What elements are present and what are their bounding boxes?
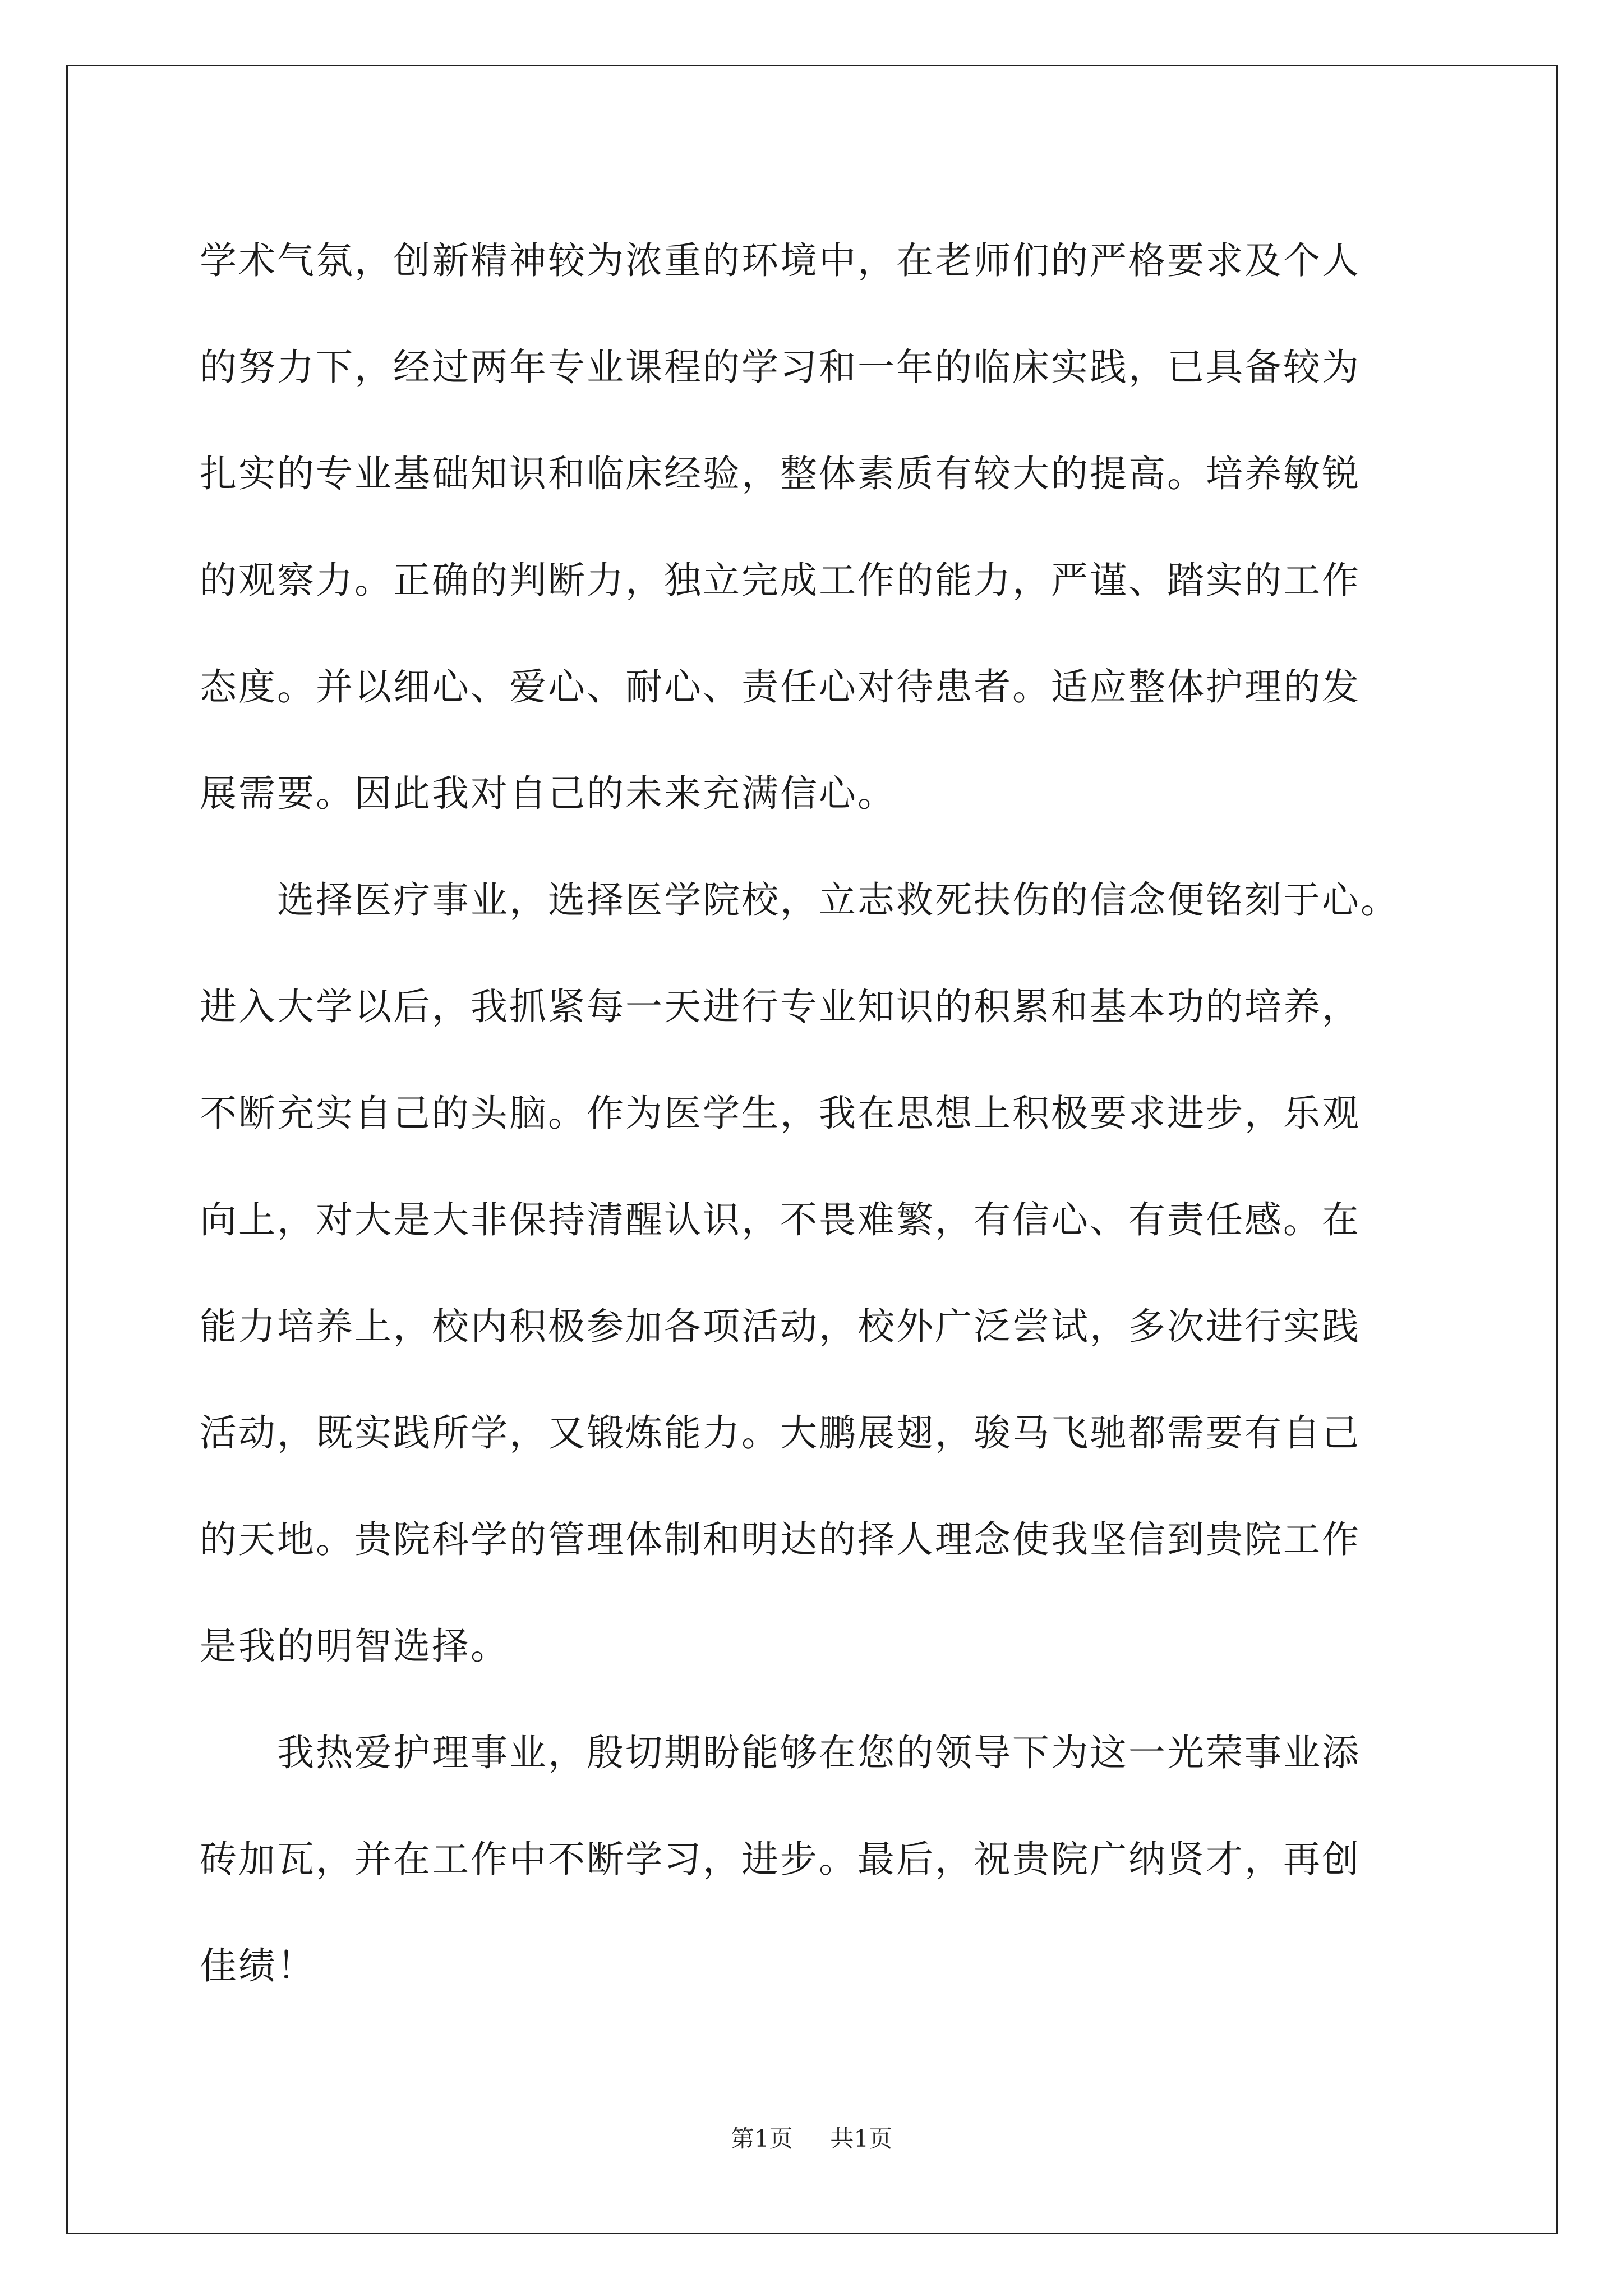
page-number-total: 共1页 (830, 2125, 893, 2152)
text-line: 能力培养上，校内积极参加各项活动，校外广泛尝试，多次进行实践 (200, 1305, 1361, 1348)
text-line: 佳绩！ (200, 1944, 316, 1987)
text-line: 不断充实自己的头脑。作为医学生，我在思想上积极要求进步，乐观 (200, 1092, 1361, 1135)
text-line: 活动，既实践所学，又锻炼能力。大鹏展翅，骏马飞驰都需要有自己 (200, 1411, 1361, 1455)
page-footer (0, 2120, 1623, 2154)
letter-body (200, 208, 1422, 2019)
text-line: 的努力下，经过两年专业课程的学习和一年的临床实践，已具备较为 (200, 346, 1361, 389)
text-line: 向上，对大是大非保持清醒认识，不畏难繁，有信心、有责任感。在 (200, 1198, 1361, 1241)
text-line: 学术气氛，创新精神较为浓重的环境中，在老师们的严格要求及个人 (200, 239, 1361, 282)
text-line: 是我的明智选择。 (200, 1625, 509, 1668)
text-line: 选择医疗事业，选择医学院校，立志救死扶伤的信念便铭刻于心。 (200, 878, 1399, 922)
text-line: 展需要。因此我对自己的未来充满信心。 (200, 772, 896, 815)
text-line: 的观察力。正确的判断力，独立完成工作的能力，严谨、踏实的工作 (200, 559, 1361, 602)
text-line: 扎实的专业基础知识和临床经验，整体素质有较大的提高。培养敏锐 (200, 452, 1361, 495)
text-line: 进入大学以后，我抓紧每一天进行专业知识的积累和基本功的培养， (200, 985, 1361, 1028)
text-line: 我热爱护理事业，殷切期盼能够在您的领导下为这一光荣事业添 (200, 1731, 1361, 1774)
page-number-current: 第1页 (730, 2125, 793, 2152)
text-line: 态度。并以细心、爱心、耐心、责任心对待患者。适应整体护理的发 (200, 665, 1361, 708)
text-line: 的天地。贵院科学的管理体制和明达的择人理念使我坚信到贵院工作 (200, 1518, 1361, 1561)
text-line: 砖加瓦，并在工作中不断学习，进步。最后，祝贵院广纳贤才，再创 (200, 1838, 1361, 1881)
